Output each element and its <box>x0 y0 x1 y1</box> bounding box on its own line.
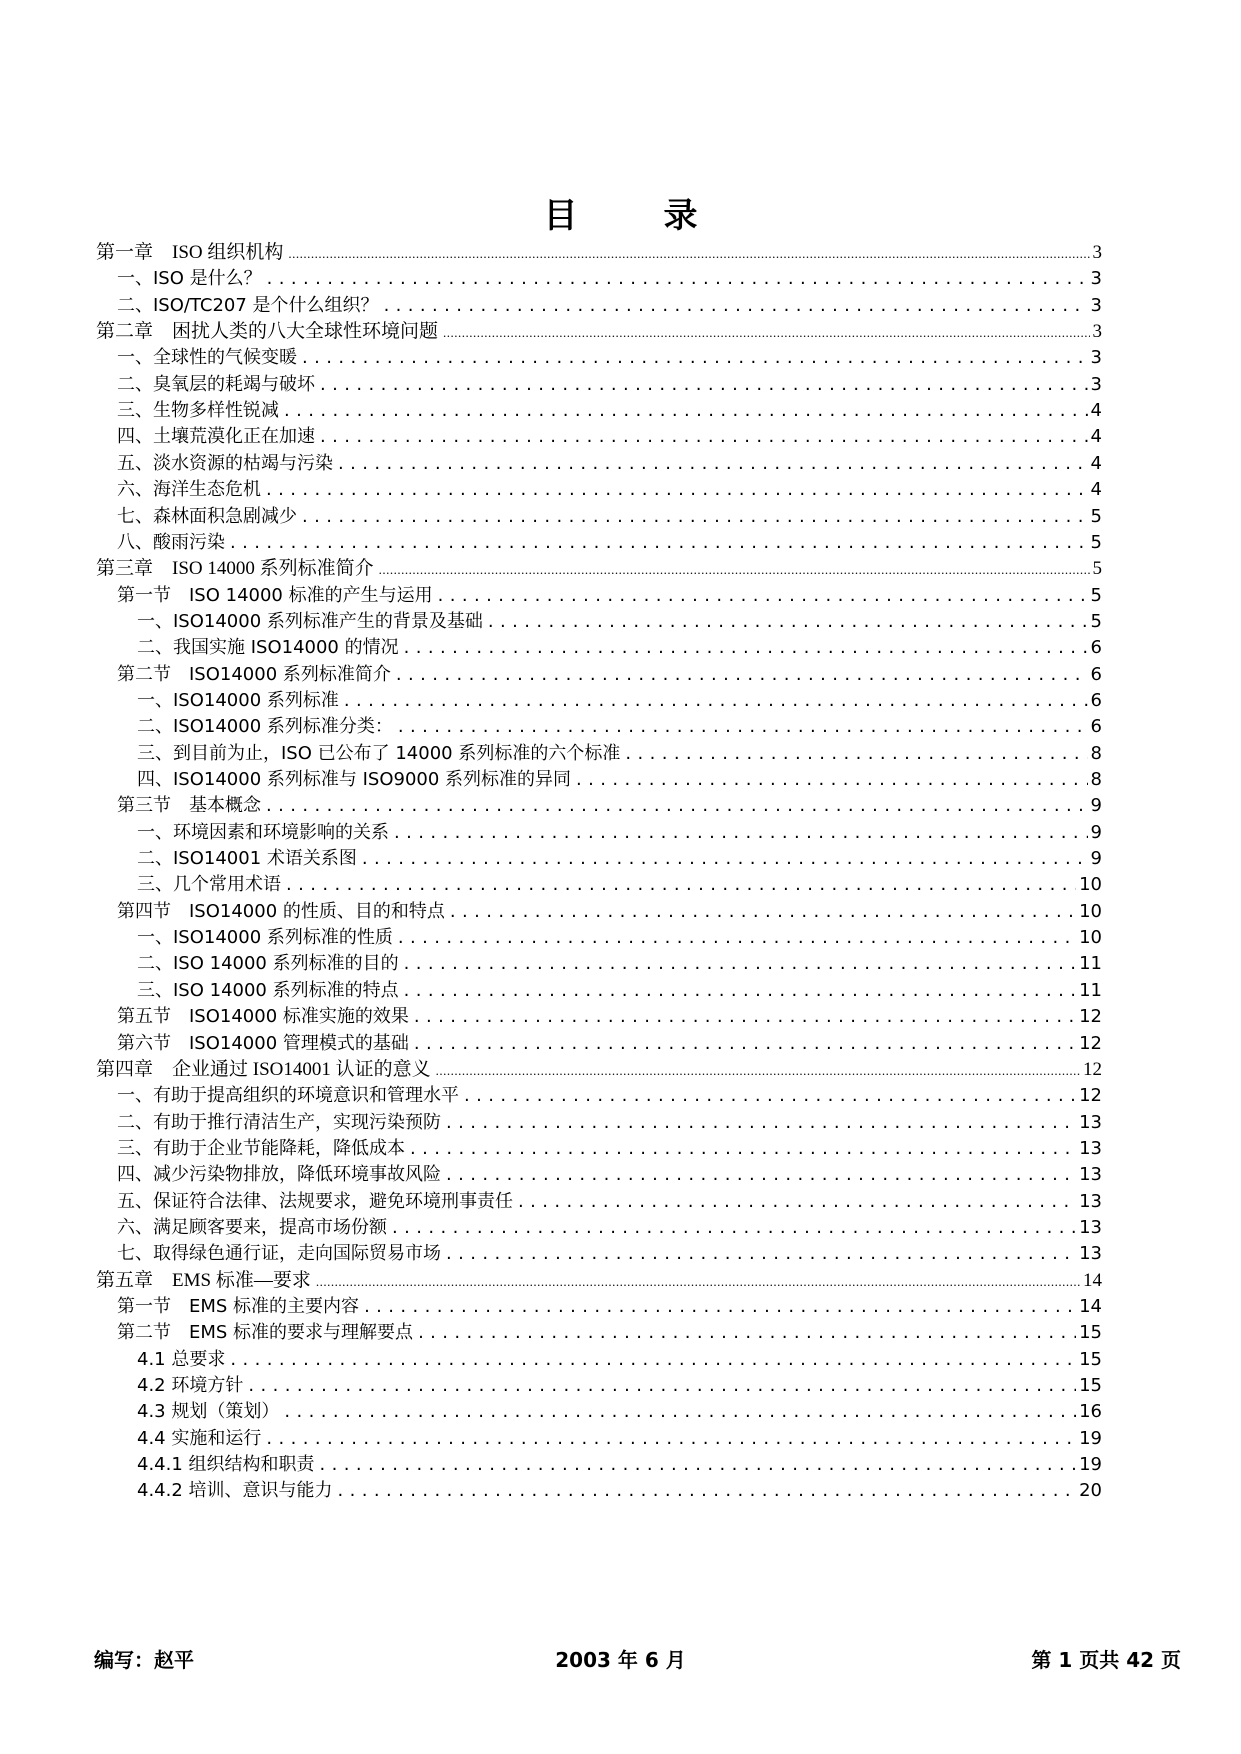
toc-entry-page: 10 <box>1079 874 1102 896</box>
toc-entry[interactable] <box>96 238 1102 267</box>
toc-entry[interactable] <box>137 1476 1102 1505</box>
toc-entry-page: 15 <box>1079 1322 1102 1344</box>
toc-entry-page: 5 <box>1092 558 1102 580</box>
toc-entry-label: 第二节 ISO14000 系列标准简介 <box>117 663 391 685</box>
toc-leader-dots <box>230 1345 1076 1374</box>
toc-entry-label: 二、有助于推行清洁生产，实现污染预防 <box>117 1111 441 1133</box>
toc-entry-page: 13 <box>1079 1243 1102 1265</box>
toc-entry[interactable] <box>137 739 1102 768</box>
toc-entry-page: 15 <box>1079 1348 1102 1370</box>
toc-leader-dots <box>344 686 1088 715</box>
toc-entry-page: 3 <box>1090 373 1102 395</box>
toc-entry-page: 4 <box>1090 452 1102 474</box>
toc-leader-dots <box>398 712 1088 741</box>
toc-leader-dots <box>488 607 1088 636</box>
toc-leader-dots <box>302 502 1088 531</box>
toc-leader-dots <box>302 343 1088 372</box>
toc-leader-dots <box>404 976 1076 1005</box>
toc-entry[interactable] <box>117 396 1102 425</box>
toc-leader-dots <box>320 1450 1077 1479</box>
toc-entry-page: 4 <box>1090 479 1102 501</box>
toc-leader-dots <box>286 870 1076 899</box>
toc-entry-label: 第四章 企业通过 ISO14001 认证的意义 <box>96 1058 431 1080</box>
footer-date: 2003 年 6 月 <box>555 1648 686 1672</box>
toc-entry[interactable] <box>137 1371 1102 1400</box>
toc-entry[interactable] <box>137 1397 1102 1426</box>
toc-entry[interactable] <box>96 1266 1102 1295</box>
toc-entry[interactable] <box>117 1239 1102 1268</box>
toc-entry[interactable] <box>117 1108 1102 1137</box>
toc-leader-dots <box>446 1108 1076 1137</box>
toc-entry[interactable] <box>117 422 1102 451</box>
toc-leader-dots <box>414 1002 1076 1031</box>
toc-leader-dots <box>284 396 1088 425</box>
toc-entry-label: 二、臭氧层的耗竭与破坏 <box>117 373 315 395</box>
toc-entry-label: 三、到目前为止，ISO 已公布了 14000 系列标准的六个标准 <box>137 742 621 764</box>
toc-entry[interactable] <box>117 475 1102 504</box>
toc-entry-label: 三、ISO 14000 系列标准的特点 <box>137 979 399 1001</box>
toc-leader-dots <box>625 739 1087 768</box>
toc-leader-dots <box>384 291 1088 320</box>
toc-leader-dots <box>394 818 1088 847</box>
toc-leader-dots <box>266 1424 1076 1453</box>
toc-entry-label: 二、ISO14001 术语关系图 <box>137 848 357 870</box>
toc-entry-page: 5 <box>1090 584 1102 606</box>
toc-entry[interactable] <box>137 949 1102 978</box>
toc-entry[interactable] <box>117 264 1102 293</box>
toc-entry-page: 13 <box>1079 1190 1102 1212</box>
toc-entry[interactable] <box>137 633 1102 662</box>
toc-entry-label: 第二章 困扰人类的八大全球性环境问题 <box>96 321 439 343</box>
toc-leader-dots <box>464 1081 1076 1110</box>
toc-entry[interactable] <box>117 1029 1102 1058</box>
toc-entry-page: 9 <box>1090 821 1102 843</box>
footer-author: 编写：赵平 <box>94 1648 194 1672</box>
toc-entry-label: 一、ISO 是什么？ <box>117 268 262 290</box>
toc-entry-page: 4 <box>1090 400 1102 422</box>
toc-entry-label: 4.4.1 组织结构和职责 <box>137 1454 315 1476</box>
toc-leader-dots <box>338 1476 1077 1505</box>
toc-entry-label: 八、酸雨污染 <box>117 531 225 553</box>
toc-entry-label: 第三章 ISO 14000 系列标准简介 <box>96 558 374 580</box>
toc-entry-label: 第四节 ISO14000 的性质、目的和特点 <box>117 900 445 922</box>
toc-entry-page: 6 <box>1090 716 1102 738</box>
toc-entry-label: 一、有助于提高组织的环境意识和管理水平 <box>117 1085 459 1107</box>
toc-entry-label: 4.1 总要求 <box>137 1348 226 1370</box>
toc-entry-label: 一、ISO14000 系列标准的性质 <box>137 927 393 949</box>
toc-entry-label: 第一节 EMS 标准的主要内容 <box>117 1296 360 1317</box>
toc-entry-label: 二、ISO14000 系列标准分类： <box>137 716 393 738</box>
toc-entry-label: 第五节 ISO14000 标准实施的效果 <box>117 1006 409 1028</box>
toc-leader-dots <box>266 791 1088 820</box>
toc-entry-page: 20 <box>1079 1480 1102 1502</box>
toc-entry-label: 五、保证符合法律、法规要求，避免环境刑事责任 <box>117 1190 513 1212</box>
toc-entry-label: 一、ISO14000 系列标准 <box>137 689 339 711</box>
toc-entry-page: 11 <box>1079 979 1102 1001</box>
toc-leader-dots <box>418 1318 1076 1347</box>
toc-entry-page: 6 <box>1090 689 1102 711</box>
toc-entry-page: 3 <box>1090 347 1102 369</box>
toc-entry-page: 12 <box>1079 1085 1102 1107</box>
toc-entry-page: 3 <box>1092 242 1102 263</box>
toc-entry-label: 三、生物多样性锐减 <box>117 400 279 422</box>
toc-leader-dots <box>284 1397 1076 1426</box>
toc-entry[interactable] <box>117 291 1102 320</box>
toc-entry-page: 16 <box>1079 1401 1102 1423</box>
toc-entry-label: 四、土壤荒漠化正在加速 <box>117 426 315 448</box>
toc-entry-label: 第二节 EMS 标准的要求与理解要点 <box>117 1322 414 1344</box>
toc-entry[interactable] <box>117 1213 1102 1242</box>
toc-leader-dots <box>414 1029 1076 1058</box>
toc-leader-dots <box>446 1239 1076 1268</box>
toc-leader-dots <box>404 949 1076 978</box>
toc-leader-dots <box>410 1134 1076 1163</box>
toc-entry-label: 4.4 实施和运行 <box>137 1427 262 1449</box>
toc-entry-page: 11 <box>1079 953 1102 975</box>
toc-entry[interactable] <box>137 607 1102 636</box>
toc-entry[interactable] <box>117 343 1102 372</box>
toc-entry[interactable] <box>137 1424 1102 1453</box>
toc-leader-dots <box>320 370 1088 399</box>
toc-entry[interactable] <box>117 897 1102 926</box>
toc-leader-dots <box>450 897 1076 926</box>
toc-entry[interactable] <box>117 449 1102 478</box>
toc-entry-page: 13 <box>1079 1164 1102 1186</box>
toc-entry-label: 第五章 EMS 标准—要求 <box>96 1269 311 1291</box>
toc-entry-page: 14 <box>1079 1296 1102 1317</box>
toc-entry-page: 13 <box>1079 1111 1102 1133</box>
toc-entry-label: 六、海洋生态危机 <box>117 479 261 501</box>
toc-leader-dots <box>438 581 1088 610</box>
toc-entry[interactable] <box>117 581 1102 610</box>
toc-entry-page: 8 <box>1090 742 1102 764</box>
toc-leader-dots <box>230 528 1088 557</box>
toc-entry-label: 四、ISO14000 系列标准与 ISO9000 系列标准的异同 <box>137 769 572 790</box>
toc-entry-label: 一、全球性的气候变暖 <box>117 347 297 369</box>
toc-entry-label: 七、取得绿色通行证，走向国际贸易市场 <box>117 1243 441 1265</box>
toc-entry-label: 二、ISO 14000 系列标准的目的 <box>137 953 399 975</box>
toc-entry-page: 15 <box>1079 1375 1102 1397</box>
toc-entry-page: 19 <box>1079 1454 1102 1476</box>
toc-entry-label: 一、环境因素和环境影响的关系 <box>137 821 389 843</box>
toc-entry-page: 14 <box>1083 1269 1102 1291</box>
toc-entry-label: 六、满足顾客要来，提高市场份额 <box>117 1216 387 1238</box>
toc-entry-page: 9 <box>1090 848 1102 870</box>
footer-page-info: 第 1 页共 42 页 <box>1031 1648 1181 1672</box>
toc-entry[interactable] <box>117 1318 1102 1347</box>
toc-entry-label: 第三节 基本概念 <box>117 795 261 817</box>
toc-entry-label: 二、我国实施 ISO14000 的情况 <box>137 637 399 659</box>
toc-entry-page: 3 <box>1092 321 1102 343</box>
toc-entry[interactable] <box>117 370 1102 399</box>
toc-entry-page: 13 <box>1079 1216 1102 1238</box>
toc-entry-label: 三、几个常用术语 <box>137 874 281 896</box>
toc-leader-dots <box>267 264 1088 293</box>
toc-leader-dots <box>576 765 1088 794</box>
toc-entry-page: 5 <box>1090 610 1102 632</box>
toc-entry[interactable] <box>117 660 1102 689</box>
toc-entry[interactable] <box>137 976 1102 1005</box>
toc-leader-dots <box>446 1160 1076 1189</box>
toc-entry-label: 三、有助于企业节能降耗，降低成本 <box>117 1137 405 1159</box>
toc-entry[interactable] <box>137 712 1102 741</box>
toc-entry-page: 13 <box>1079 1137 1102 1159</box>
toc-entry[interactable] <box>137 1345 1102 1374</box>
toc-entry[interactable] <box>117 791 1102 820</box>
toc-entry[interactable] <box>117 1292 1102 1321</box>
toc-entry-label: 4.4.2 培训、意识与能力 <box>137 1480 333 1502</box>
toc-entry-page: 9 <box>1090 795 1102 817</box>
toc-leader-dots <box>396 660 1088 689</box>
toc-entry[interactable] <box>137 686 1102 715</box>
toc-entry[interactable] <box>137 923 1102 952</box>
toc-entry-page: 12 <box>1079 1032 1102 1054</box>
toc-entry-label: 二、ISO/TC207 是个什么组织？ <box>117 294 379 316</box>
toc-entry-label: 七、森林面积急剧减少 <box>117 505 297 527</box>
toc-entry-label: 四、减少污染物排放，降低环境事故风险 <box>117 1164 441 1186</box>
toc-entry[interactable] <box>117 502 1102 531</box>
toc-leader-dots <box>404 633 1088 662</box>
toc-entry[interactable] <box>137 765 1102 794</box>
toc-entry-page: 12 <box>1083 1058 1102 1080</box>
toc-entry-page: 8 <box>1090 769 1102 790</box>
toc-entry-page: 12 <box>1079 1006 1102 1028</box>
toc-entry-page: 10 <box>1079 900 1102 922</box>
toc-leader-dots <box>266 475 1088 504</box>
toc-leader-dots <box>398 923 1076 952</box>
toc-entry-page: 3 <box>1090 268 1102 290</box>
toc-entry[interactable] <box>117 1160 1102 1189</box>
toc-entry[interactable] <box>137 844 1102 873</box>
toc-entry-label: 五、淡水资源的枯竭与污染 <box>117 452 333 474</box>
toc-entry[interactable] <box>137 870 1102 899</box>
toc-entry-page: 5 <box>1090 531 1102 553</box>
toc-entry[interactable] <box>96 1055 1102 1084</box>
toc-entry-page: 6 <box>1090 663 1102 685</box>
toc-entry-label: 第六节 ISO14000 管理模式的基础 <box>117 1032 409 1054</box>
toc-leader-dots <box>364 1292 1076 1321</box>
toc-entry[interactable] <box>117 1134 1102 1163</box>
toc-entry[interactable] <box>117 528 1102 557</box>
toc-entry-page: 3 <box>1090 294 1102 316</box>
toc-entry-label: 4.3 规划（策划） <box>137 1401 280 1423</box>
toc-entry-page: 5 <box>1090 505 1102 527</box>
toc-leader-dots <box>362 844 1088 873</box>
toc-entry[interactable] <box>117 1081 1102 1110</box>
toc-entry-page: 19 <box>1079 1427 1102 1449</box>
toc-entry[interactable] <box>96 554 1102 583</box>
toc-entry-label: 第一章 ISO 组织机构 <box>96 242 284 263</box>
toc-entry[interactable] <box>96 317 1102 346</box>
toc-entry-label: 一、ISO14000 系列标准产生的背景及基础 <box>137 610 483 632</box>
toc-entry-page: 4 <box>1090 426 1102 448</box>
toc-entry[interactable] <box>117 1002 1102 1031</box>
toc-entry[interactable] <box>137 1450 1102 1479</box>
toc-leader-dots <box>248 1371 1076 1400</box>
toc-leader-dots <box>338 449 1088 478</box>
toc-entry-label: 第一节 ISO 14000 标准的产生与运用 <box>117 584 433 606</box>
page-title: 目 录 <box>543 196 724 236</box>
toc-entry-label: 4.2 环境方针 <box>137 1375 244 1397</box>
toc-entry[interactable] <box>117 1187 1102 1216</box>
toc-leader-dots <box>320 422 1088 451</box>
toc-leader-dots <box>518 1187 1076 1216</box>
toc-entry[interactable] <box>137 818 1102 847</box>
toc-entry-page: 10 <box>1079 927 1102 949</box>
toc-entry-page: 6 <box>1090 637 1102 659</box>
toc-leader-dots <box>392 1213 1076 1242</box>
